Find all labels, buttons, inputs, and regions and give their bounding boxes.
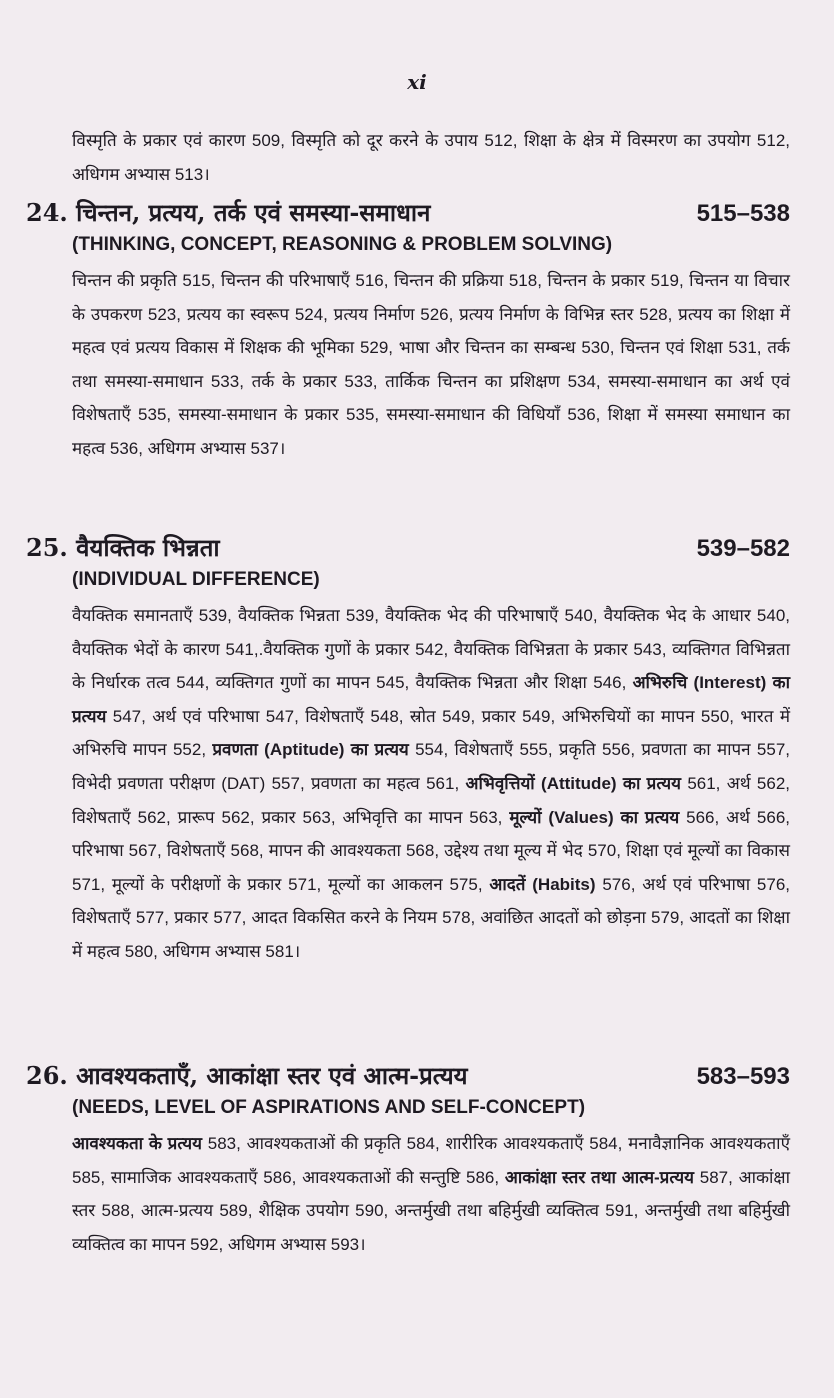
chapter-english-title: (NEEDS, LEVEL OF ASPIRATIONS AND SELF-CONCEPT) bbox=[72, 1097, 586, 1118]
bold-topic: मूल्यों (Values) का प्रत्यय bbox=[509, 807, 680, 827]
bold-topic: आकांक्षा स्तर तथा आत्म-प्रत्यय bbox=[504, 1167, 695, 1187]
chapter-25 bbox=[26, 531, 791, 969]
chapter-number: 24. bbox=[26, 198, 68, 227]
chapter-title: वैयक्तिक भिन्नता bbox=[76, 533, 220, 562]
topic-text: वैयक्तिक समानताएँ 539, वैयक्तिक भिन्नता 539, वैयक्तिक भेद की परिभाषाएँ 540, वैयक्तिक भेद के आधार 540, वैयक्तिक भेदों के कारण 541,.वैयक्तिक गुणों के प्रकार 542, वैयक्तिक विभिन्नता के प्रकार 543, व्यक्तिगत विभिन्नता के निर्धारक तत्व 544, व्यक्तिगत गुणों का मापन 545, वैयक्तिक भिन्नता और शिक्षा 546, bbox=[72, 606, 790, 693]
bold-topic: अभिवृत्तियों (Attitude) का प्रत्यय bbox=[465, 773, 681, 793]
chapter-number: 26. bbox=[26, 1061, 68, 1090]
topic-text: 547, अर्थ एवं परिभाषा 547, विशेषताएँ 548, स्रोत 549, प्रकार 549, अभिरुचियों का मापन 550, भारत में अभिरुचि मापन 552, bbox=[72, 706, 790, 760]
chapter-title: चिन्तन, प्रत्यय, तर्क एवं समस्या-समाधान bbox=[76, 198, 431, 227]
chapter-page-range: 539–582 bbox=[696, 535, 790, 562]
topic-text: 583, आवश्यकताओं की प्रकृति 584, शारीरिक आवश्यकताएँ 584, मनावैज्ञानिक आवश्यकताएँ 585, सामाजिक आवश्यकताएँ 586, आवश्यकताओं की सन्तुष्टि 586, bbox=[72, 1134, 790, 1187]
bold-topic: प्रवणता (Aptitude) का प्रत्यय bbox=[212, 740, 409, 760]
chapter-page-range: 583–593 bbox=[696, 1063, 790, 1090]
chapter-heading bbox=[26, 1059, 790, 1093]
chapter-page-range: 515–538 bbox=[696, 200, 790, 227]
chapter-contents bbox=[72, 264, 790, 466]
bold-topic: आदतें (Habits) bbox=[489, 874, 596, 894]
intro-block bbox=[72, 124, 790, 191]
topic-text: 566, अर्थ 566, परिभाषा 567, विशेषताएँ 568, मापन की आवश्यकता 568, उद्देश्य तथा मूल्य में भेद 570, शिक्षा एवं मूल्यों का विकास 571, मूल्यों के परीक्षणों के प्रकार 571, मूल्यों का आकलन 575, bbox=[72, 807, 790, 894]
intro-paragraph bbox=[72, 124, 790, 191]
bold-topic: अभिरुचि (Interest) का प्रत्यय bbox=[72, 673, 790, 726]
topic-text: 587, आकांक्षा स्तर 588, आत्म-प्रत्यय 589, शैक्षिक उपयोग 590, अन्तर्मुखी तथा बहिर्मुखी व्यक्तित्व 591, अन्तर्मुखी तथा बहिर्मुखी व्यक्तित्व का मापन 592, अधिगम अभ्यास 593। bbox=[72, 1167, 791, 1254]
chapter-heading bbox=[26, 196, 790, 230]
page-number: xi bbox=[407, 70, 427, 94]
chapter-contents bbox=[72, 1127, 790, 1261]
topic-text: चिन्तन की प्रकृति 515, चिन्तन की परिभाषाएँ 516, चिन्तन की प्रक्रिया 518, चिन्तन के प्रकार 519, चिन्तन या विचार के उपकरण 523, प्रत्यय का स्वरूप 524, प्रत्यय निर्माण 526, प्रत्यय निर्माण के विभिन्न स्तर 528, प्रत्यय का शिक्षा में महत्व एवं प्रत्यय विकास में शिक्षक की भूमिका 529, भाषा और चिन्तन का सम्बन्ध 530, चिन्तन एवं शिक्षा 531, तर्क तथा समस्या-समाधान 533, तर्क के प्रकार 533, तार्किक चिन्तन का प्रशिक्षण 534, समस्या-समाधान का अर्थ एवं विशेषताएँ 535, समस्या-समाधान के प्रकार 535, समस्या-समाधान की विधियाँ 536, शिक्षा में समस्या समाधान का महत्व 536, अधिगम अभ्यास 537। bbox=[72, 271, 790, 458]
topic-text: 576, अर्थ एवं परिभाषा 576, विशेषताएँ 577, प्रकार 577, आदत विकसित करने के नियम 578, अवांछित आदतों को छोड़ना 579, आदतों का शिक्षा में महत्व 580, अधिगम अभ्यास 581। bbox=[72, 874, 791, 961]
chapter-title: आवश्यकताएँ, आकांक्षा स्तर एवं आत्म-प्रत्यय bbox=[76, 1061, 468, 1090]
chapter-heading bbox=[26, 531, 790, 565]
topic-text: विस्मृति के प्रकार एवं कारण 509, विस्मृति को दूर करने के उपाय 512, शिक्षा के क्षेत्र में विस्मरण का उपयोग 512, अधिगम अभ्यास 513। bbox=[72, 131, 790, 184]
chapter-number: 25. bbox=[26, 533, 68, 562]
chapter-24 bbox=[26, 196, 790, 466]
chapter-english-title: (THINKING, CONCEPT, REASONING & PROBLEM SOLVING) bbox=[72, 234, 613, 255]
topic-text: 561, अर्थ 562, विशेषताएँ 562, प्रारूप 562, प्रकार 563, अभिवृत्ति का मापन 563, bbox=[72, 773, 790, 827]
topic-text: 554, विशेषताएँ 555, प्रकृति 556, प्रवणता का मापन 557, विभेदी प्रवणता परीक्षण (DAT) 557, प्रवणता का महत्व 561, bbox=[72, 740, 791, 793]
chapter-26 bbox=[26, 1059, 791, 1261]
bold-topic: आवश्यकता के प्रत्यय bbox=[72, 1134, 202, 1153]
chapter-english-title: (INDIVIDUAL DIFFERENCE) bbox=[72, 569, 320, 590]
chapter-contents bbox=[72, 599, 790, 969]
